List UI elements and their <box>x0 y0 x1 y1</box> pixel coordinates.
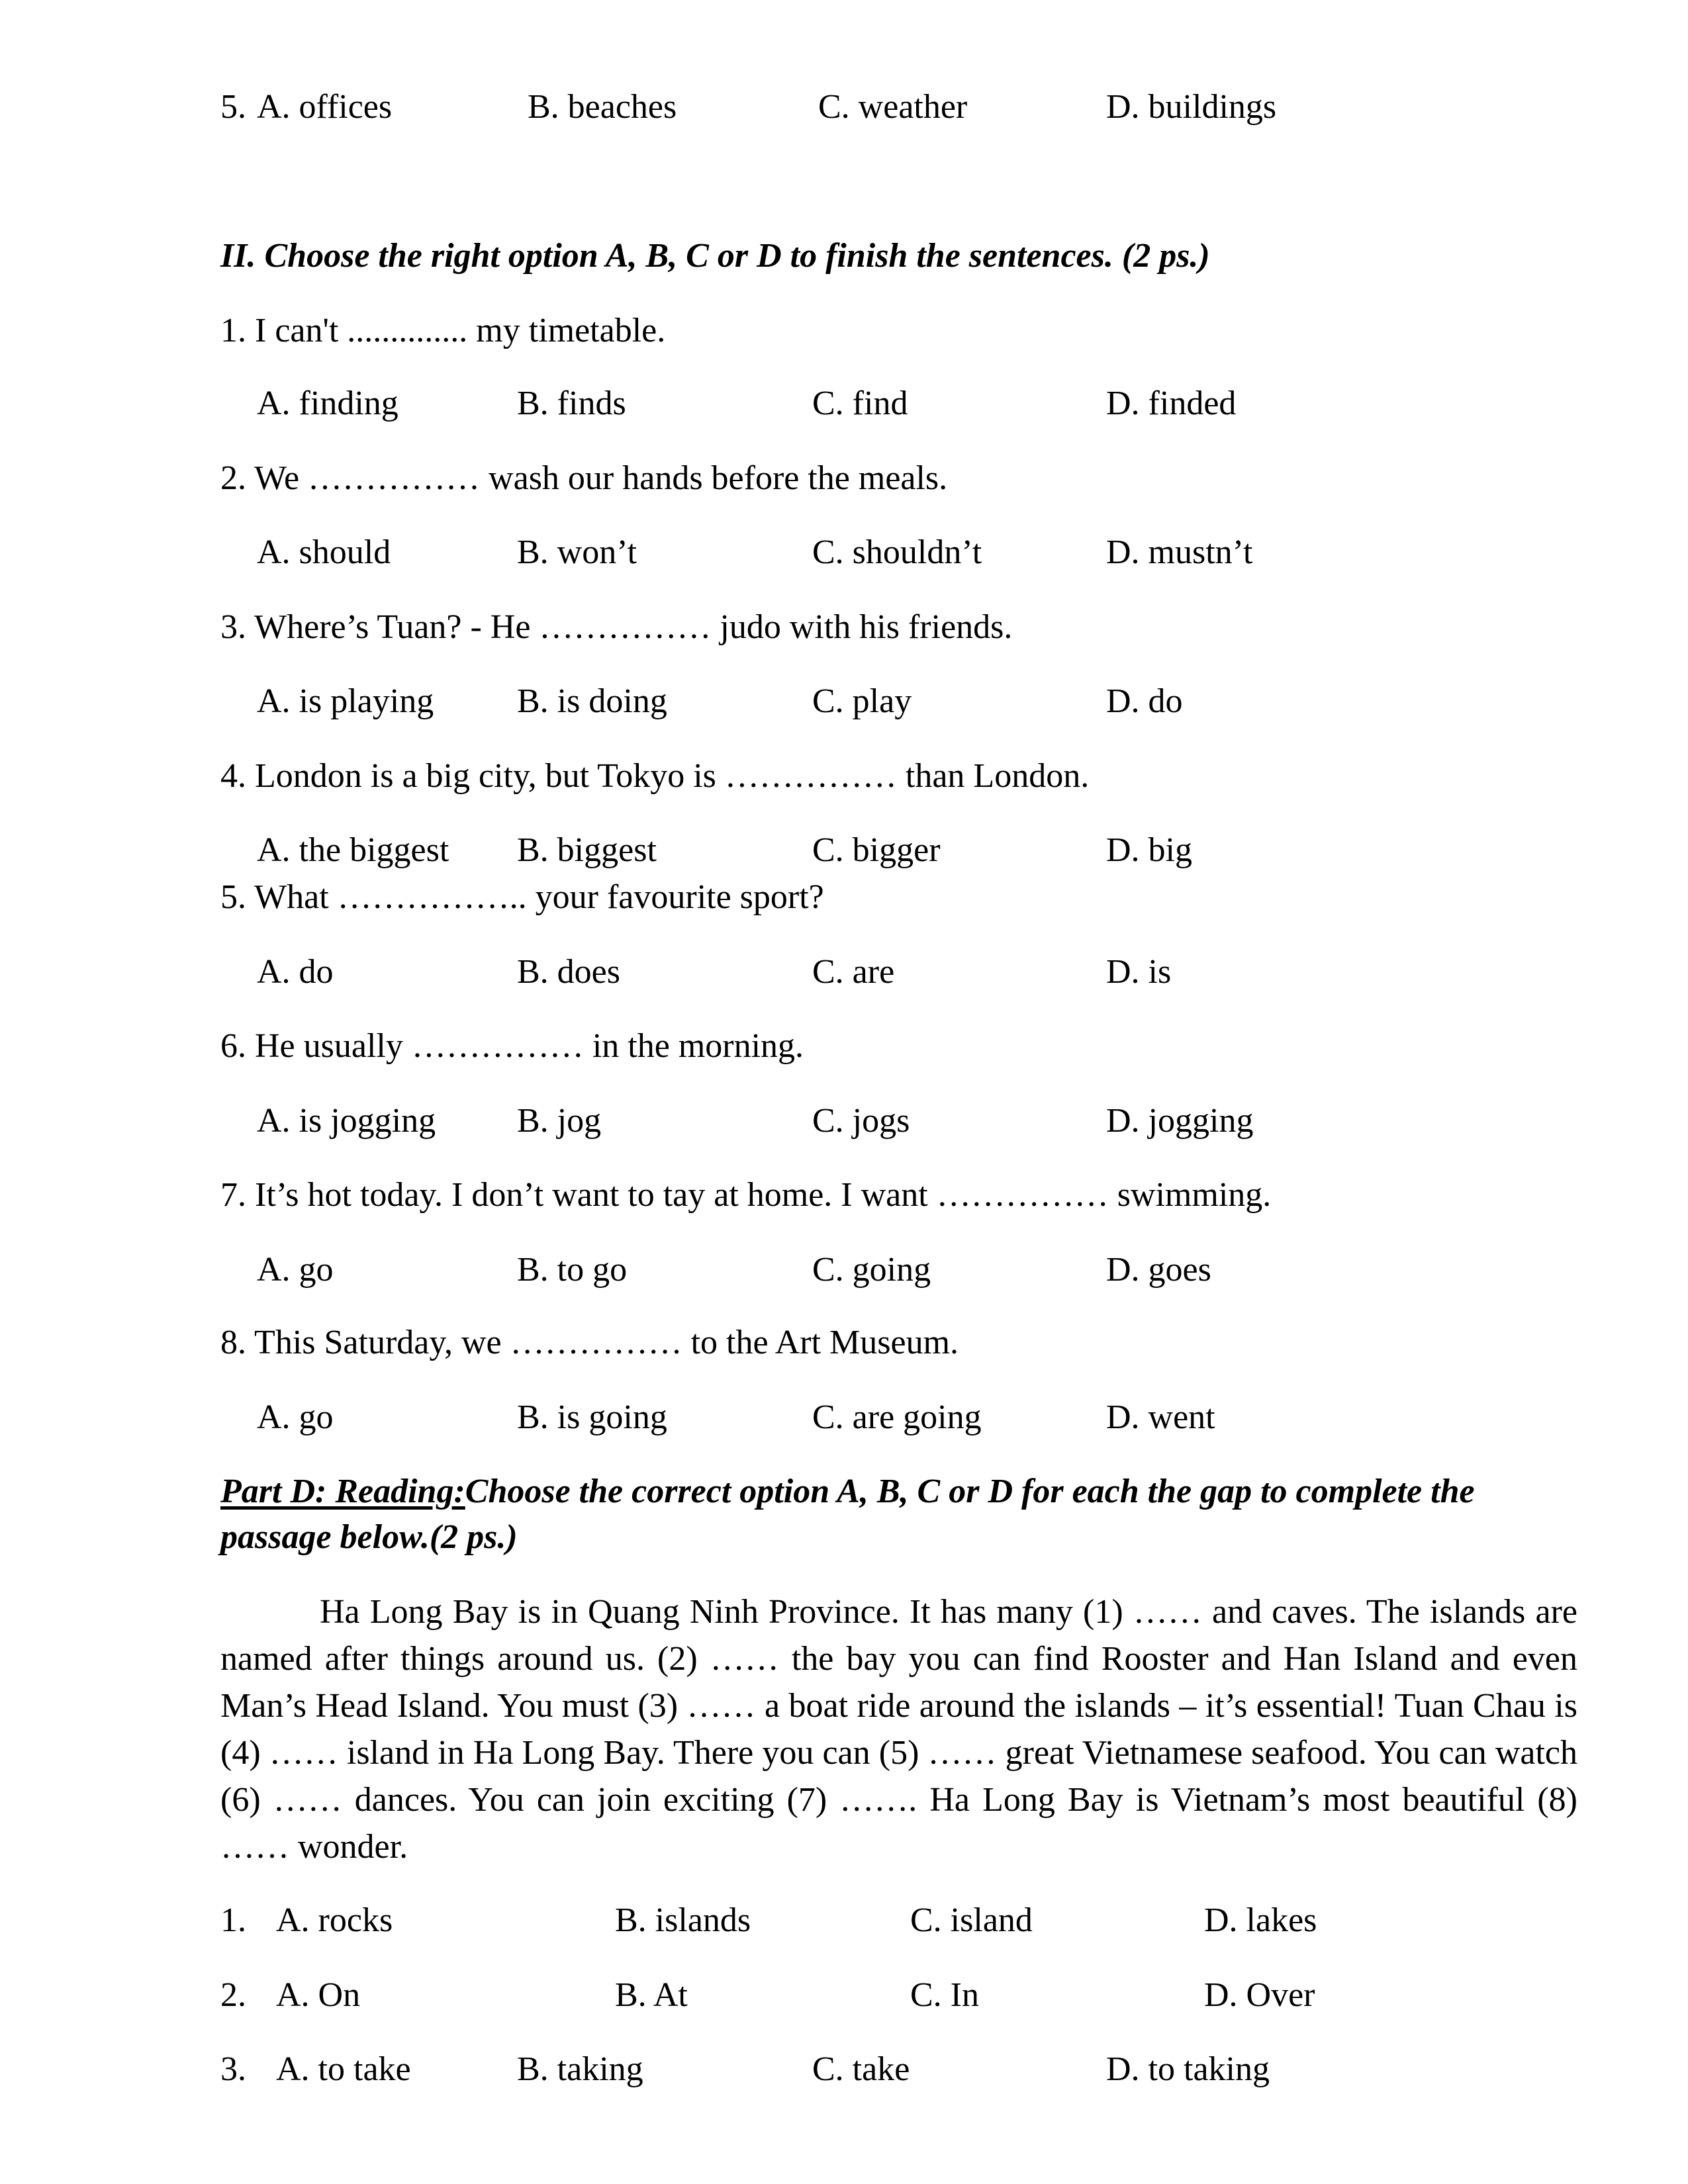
q2-option-a: A. should <box>257 533 391 571</box>
part-d-instruction: Choose the correct option A, B, C or D for each the gap to complete the <box>465 1473 1475 1510</box>
reading-q2-number: 2. <box>220 1976 246 2014</box>
q5-option-a: A. do <box>257 953 334 991</box>
q1-option-a: A. finding <box>257 385 399 422</box>
reading-q1-option-d: D. lakes <box>1204 1901 1317 1939</box>
q1-option-b: B. finds <box>517 385 626 422</box>
prev-q5-number: 5. <box>220 88 246 126</box>
reading-q2-option-c: C. In <box>910 1976 979 2014</box>
q2-option-d: D. mustn’t <box>1106 533 1253 571</box>
reading-q1-number: 1. <box>220 1901 246 1939</box>
reading-q2-option-b: B. At <box>615 1976 688 2014</box>
q3-option-d: D. do <box>1106 682 1183 720</box>
reading-q3-option-c: C. take <box>812 2050 910 2088</box>
q8-option-c: C. are going <box>812 1398 982 1436</box>
q3-option-a: A. is playing <box>257 682 434 720</box>
question-8-text: 8. This Saturday, we …………… to the Art Museum. <box>220 1324 959 1361</box>
reading-q3-number: 3. <box>220 2050 246 2088</box>
q1-option-d: D. finded <box>1106 385 1237 422</box>
question-3-text: 3. Where’s Tuan? - He …………… judo with his friends. <box>220 608 1013 646</box>
prev-q5-option-d: D. buildings <box>1106 88 1277 126</box>
question-1-text: 1. I can't .............. my timetable. <box>220 312 666 349</box>
prev-q5-option-b: B. beaches <box>528 88 677 126</box>
q3-option-c: C. play <box>812 682 912 720</box>
q6-option-b: B. jog <box>517 1102 602 1140</box>
q7-option-b: B. to go <box>517 1251 628 1289</box>
question-7-text: 7. It’s hot today. I don’t want to tay at home. I want …………… swimming. <box>220 1176 1272 1214</box>
q5-option-d: D. is <box>1106 953 1172 991</box>
reading-passage <box>220 1588 1577 1870</box>
part-d-label: Part D: Reading: <box>220 1473 465 1510</box>
passage-text: Ha Long Bay is in Quang Ninh Province. It has many (1) …… and caves. The islands are named after things around us. (2) …… the bay you can find Rooster and Han Island and even Man’s Head Island. You must (3) …… a boat ride around the islands – it’s essential! Tuan Chau is (4) …… island in Ha Long Bay. There you can (5) …… great Vietnamese seafood. You can watch (6) …… dances. You can join exciting (7) ……. Ha Long Bay is Vietnam’s most beautiful (8) …… wonder. <box>220 1593 1577 1866</box>
section2-heading: II. Choose the right option A, B, C or D to finish the sentences. (2 ps.) <box>220 237 1210 275</box>
question-6-text: 6. He usually …………… in the morning. <box>220 1027 804 1065</box>
reading-q3-option-d: D. to taking <box>1106 2050 1270 2088</box>
reading-q1-option-b: B. islands <box>615 1901 751 1939</box>
q2-option-c: C. shouldn’t <box>812 533 982 571</box>
q3-option-b: B. is doing <box>517 682 667 720</box>
q7-option-d: D. goes <box>1106 1251 1211 1289</box>
reading-q1-option-c: C. island <box>910 1901 1033 1939</box>
q6-option-a: A. is jogging <box>257 1102 436 1140</box>
question-2-text: 2. We …………… wash our hands before the meals. <box>220 459 948 497</box>
question-5-text: 5. What …………….. your favourite sport? <box>220 878 824 916</box>
reading-q2-option-d: D. Over <box>1204 1976 1315 2014</box>
q2-option-b: B. won’t <box>517 533 637 571</box>
reading-q2-option-a: A. On <box>276 1976 361 2014</box>
q6-option-c: C. jogs <box>812 1102 910 1140</box>
q4-option-d: D. big <box>1106 831 1192 869</box>
reading-q3-option-b: B. taking <box>517 2050 643 2088</box>
q4-option-b: B. biggest <box>517 831 657 869</box>
prev-q5-option-a: A. offices <box>257 88 393 126</box>
q7-option-a: A. go <box>257 1251 334 1289</box>
q8-option-a: A. go <box>257 1398 334 1436</box>
q8-option-d: D. went <box>1106 1398 1215 1436</box>
q5-option-b: B. does <box>517 953 620 991</box>
reading-q3-option-a: A. to take <box>276 2050 411 2088</box>
q1-option-c: C. find <box>812 385 908 422</box>
part-d-instruction-line2: passage below.(2 ps.) <box>220 1518 518 1556</box>
q6-option-d: D. jogging <box>1106 1102 1254 1140</box>
q4-option-a: A. the biggest <box>257 831 449 869</box>
q7-option-c: C. going <box>812 1251 931 1289</box>
q4-option-c: C. bigger <box>812 831 941 869</box>
part-d-heading <box>220 1472 1475 1512</box>
prev-q5-option-c: C. weather <box>818 88 968 126</box>
question-4-text: 4. London is a big city, but Tokyo is …………… than London. <box>220 757 1090 795</box>
q5-option-c: C. are <box>812 953 895 991</box>
reading-q1-option-a: A. rocks <box>276 1901 393 1939</box>
q8-option-b: B. is going <box>517 1398 667 1436</box>
